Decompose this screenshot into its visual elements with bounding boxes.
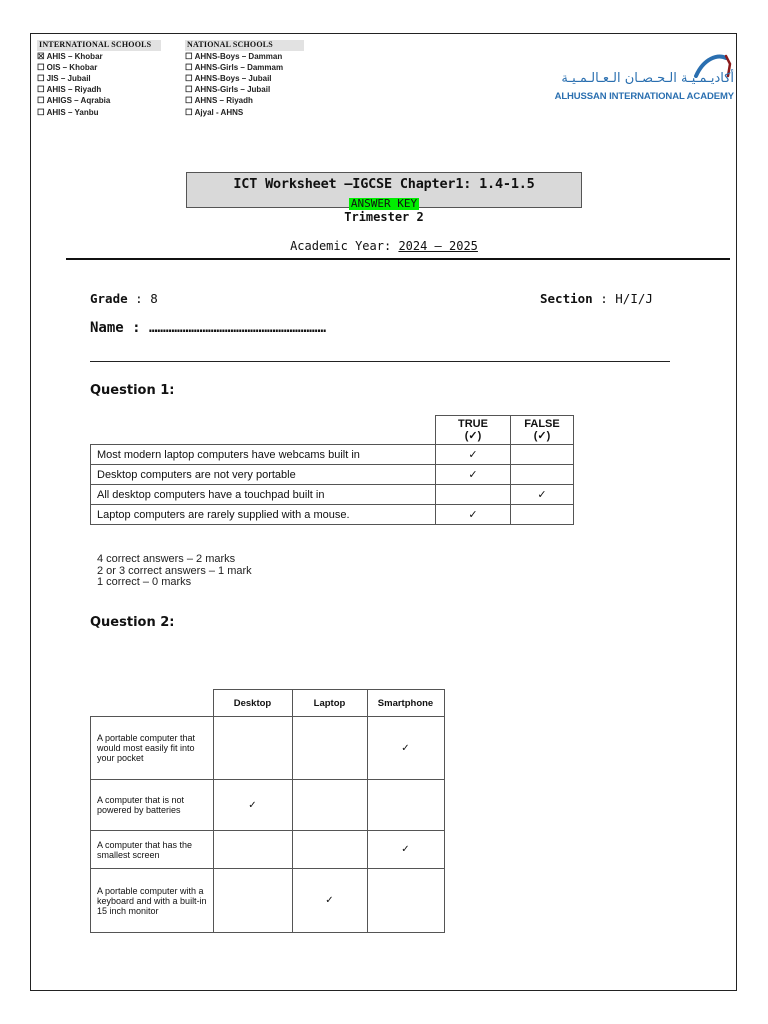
marking-line: 2 or 3 correct answers – 1 mark [97, 564, 252, 577]
answer-key-badge: ANSWER KEY [350, 197, 418, 210]
laptop-answer-cell[interactable] [292, 831, 367, 869]
school-label: AHNS-Girls – Dammam [194, 62, 284, 72]
true-answer-cell[interactable]: ✓ [436, 445, 511, 465]
school-item[interactable] [37, 62, 162, 73]
statement-cell: Most modern laptop computers have webcams built in [91, 445, 436, 465]
school-label: AHNS-Boys – Damman [194, 51, 283, 61]
grade-value: : 8 [127, 291, 158, 306]
false-column-header [511, 416, 574, 445]
checkbox-icon: ☐ [37, 72, 45, 83]
checkbox-icon: ☐ [37, 84, 45, 95]
school-item[interactable] [185, 84, 305, 95]
table-row [91, 831, 445, 869]
national-schools-block [185, 40, 305, 118]
national-schools-list [185, 51, 305, 118]
school-item[interactable] [37, 84, 162, 95]
logo-arabic-text: أكاديـمـيـة الـحـصـان الـعـالـمـيـة [561, 71, 734, 86]
checkbox-icon: ☐ [185, 61, 193, 72]
marking-line: 4 correct answers – 2 marks [97, 553, 236, 565]
name-field[interactable]: Name : ……………………………………………………… [90, 320, 327, 336]
question-2-heading: Question 2: [90, 615, 175, 630]
laptop-answer-cell[interactable] [292, 717, 367, 780]
logo-english-text: ALHUSSAN INTERNATIONAL ACADEMY [554, 91, 734, 102]
checkbox-icon: ☐ [37, 95, 45, 106]
school-label: AHNS-Boys – Jubail [194, 73, 272, 83]
checkbox-icon: ☐ [185, 84, 193, 95]
school-item[interactable] [185, 73, 305, 84]
school-label: AHIGS – Aqrabia [46, 96, 111, 106]
national-schools-title: NATIONAL SCHOOLS [185, 40, 304, 51]
true-answer-cell[interactable]: ✓ [436, 465, 511, 485]
school-item[interactable] [37, 95, 162, 106]
table-header-row [91, 690, 445, 717]
marking-scheme [97, 554, 252, 589]
true-column-header [436, 416, 511, 445]
name-divider [90, 361, 670, 362]
desktop-answer-cell[interactable] [213, 717, 292, 780]
table-row [91, 465, 574, 485]
worksheet-title-box [186, 172, 582, 208]
desktop-column-header: Desktop [213, 690, 292, 717]
table-row [91, 780, 445, 831]
smartphone-column-header: Smartphone [367, 690, 444, 717]
false-answer-cell[interactable] [511, 445, 574, 465]
question-2-table [90, 689, 445, 933]
checkbox-icon: ☐ [185, 106, 193, 117]
section-label: Section [540, 291, 593, 306]
international-schools-block [37, 40, 162, 118]
tick-hint: (✓) [464, 430, 482, 442]
desktop-answer-cell[interactable] [213, 869, 292, 933]
school-item[interactable] [185, 62, 305, 73]
academic-year-value: 2024 – 2025 [398, 239, 478, 253]
tick-hint: (✓) [533, 430, 551, 442]
laptop-column-header: Laptop [292, 690, 367, 717]
school-item[interactable] [185, 95, 305, 106]
true-answer-cell[interactable] [436, 485, 511, 505]
question-1-table [90, 415, 574, 525]
table-row [91, 445, 574, 465]
academic-year-label: Academic Year: [290, 239, 399, 253]
description-cell: A portable computer with a keyboard and with a built-in 15 inch monitor [91, 869, 214, 933]
school-item[interactable] [37, 73, 162, 84]
smartphone-answer-cell[interactable] [367, 869, 444, 933]
table-row [91, 869, 445, 933]
blank-header-cell [91, 416, 436, 445]
international-schools-list [37, 51, 162, 118]
school-label: AHNS-Girls – Jubail [194, 85, 271, 95]
true-answer-cell[interactable]: ✓ [436, 505, 511, 525]
description-cell: A computer that has the smallest screen [91, 831, 214, 869]
checkbox-icon: ☐ [37, 106, 45, 117]
academy-logo [544, 52, 734, 107]
false-answer-cell[interactable] [511, 505, 574, 525]
academic-year [186, 239, 582, 253]
smartphone-answer-cell[interactable]: ✓ [367, 717, 444, 780]
true-label: TRUE [458, 418, 488, 430]
table-row [91, 717, 445, 780]
school-label: OIS – Khobar [46, 62, 98, 72]
checkbox-icon: ☐ [37, 61, 45, 72]
table-row [91, 485, 574, 505]
school-label: AHIS – Yanbu [46, 107, 99, 117]
blank-header-cell [91, 690, 214, 717]
desktop-answer-cell[interactable]: ✓ [213, 780, 292, 831]
checkbox-icon: ☐ [185, 50, 193, 61]
grade-field [90, 291, 158, 306]
false-answer-cell[interactable] [511, 465, 574, 485]
statement-cell: All desktop computers have a touchpad built in [91, 485, 436, 505]
school-label: AHNS – Riyadh [194, 96, 253, 106]
table-row [91, 505, 574, 525]
table-header-row [91, 416, 574, 445]
smartphone-answer-cell[interactable]: ✓ [367, 831, 444, 869]
section-value: : H/I/J [592, 291, 653, 306]
school-item[interactable] [185, 51, 305, 62]
school-item[interactable] [37, 51, 162, 62]
statement-cell: Laptop computers are rarely supplied with a mouse. [91, 505, 436, 525]
school-label: JIS – Jubail [46, 73, 91, 83]
section-field [540, 291, 653, 306]
header-divider [66, 258, 730, 260]
false-answer-cell[interactable]: ✓ [511, 485, 574, 505]
desktop-answer-cell[interactable] [213, 831, 292, 869]
trimester-label: Trimester 2 [344, 210, 424, 224]
description-cell: A computer that is not powered by batteries [91, 780, 214, 831]
school-label: AHIS – Riyadh [46, 85, 102, 95]
smartphone-answer-cell[interactable] [367, 780, 444, 831]
question-1-heading: Question 1: [90, 383, 175, 398]
statement-cell: Desktop computers are not very portable [91, 465, 436, 485]
worksheet-title: ICT Worksheet –IGCSE Chapter1: 1.4-1.5 [233, 176, 535, 192]
checkbox-icon: ☒ [37, 50, 45, 61]
marking-line: 1 correct – 0 marks [97, 576, 192, 588]
false-label: FALSE [524, 418, 560, 430]
school-label: AHIS – Khobar [46, 51, 103, 61]
laptop-answer-cell[interactable] [292, 780, 367, 831]
school-item[interactable] [37, 107, 162, 118]
checkbox-icon: ☐ [185, 95, 193, 106]
checkbox-icon: ☐ [185, 72, 193, 83]
international-schools-title: INTERNATIONAL SCHOOLS [37, 40, 161, 51]
grade-label: Grade [90, 291, 128, 306]
laptop-answer-cell[interactable]: ✓ [292, 869, 367, 933]
description-cell: A portable computer that would most easily fit into your pocket [91, 717, 214, 780]
school-label: Ajyal - AHNS [194, 107, 244, 117]
school-item[interactable] [185, 107, 305, 118]
